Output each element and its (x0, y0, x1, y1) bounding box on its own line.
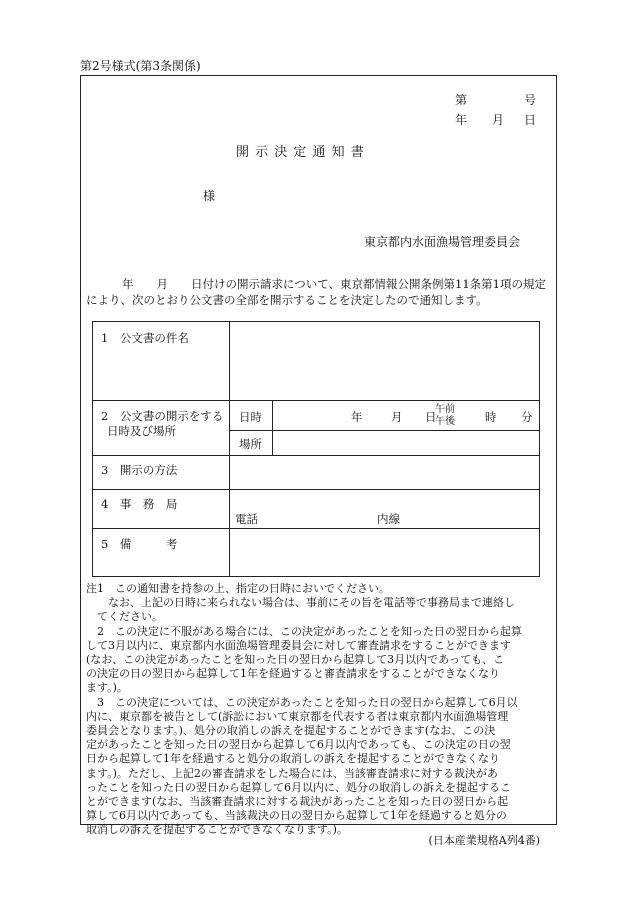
note-line: なお、上記の日時に来られない場合は、事前にその旨を電話等で事務局まで連絡し (86, 596, 515, 610)
datetime-place-divider (229, 430, 539, 431)
datetime-month: 月 (391, 410, 403, 424)
row-divider (93, 400, 539, 401)
body-line-2: により、次のとおり公文書の全部を開示することを決定したので通知します。 (86, 293, 488, 307)
row-label-datetime-place-b: 日時及び場所 (107, 424, 176, 438)
note-line: ったことを知った日の翌日から起算して6月以内に、処分の取消しの訴えを提起するこ (86, 780, 511, 794)
note-line: とができます(なお、当該審査請求に対する裁決があったことを知った日の翌日から起 (86, 795, 509, 809)
body-line-1: 年 月 日付けの開示請求について、東京都情報公開条例第11条第1項の規定 (122, 277, 546, 291)
datetime-hour: 時 (485, 410, 497, 424)
note-line: ます。)。 (86, 681, 128, 695)
date-month: 月 (492, 113, 505, 127)
note-line: てください。 (86, 610, 163, 624)
row-label-datetime-place-a: 2 公文書の開示をする (101, 409, 224, 423)
datetime-year: 年 (351, 410, 363, 424)
subcolumn-divider (272, 400, 273, 455)
date-day: 日 (524, 113, 537, 127)
note-line: 2 この決定に不服がある場合には、この決定があったことを知った日の翌日から起算 (86, 624, 522, 638)
number-suffix: 号 (524, 93, 537, 107)
note-line: 注1 この通知書を持参の上、指定の日時においでください。 (86, 582, 390, 595)
note-line: 委員会となります。)、処分の取消しの訴えを提起することができます(なお、この決 (86, 724, 496, 738)
datetime-pm: 午後 (435, 416, 455, 427)
notes-section (86, 582, 552, 838)
note-line: 算して6月以内であっても、当該裁決の日の翌日から起算して1年を経過すると処分の (86, 809, 507, 823)
note-line: ます。)。ただし、上記2の審査請求をした場合には、当該審査請求に対する裁決があ (86, 766, 498, 780)
paper-size-note: (日本産業規格A列4番) (428, 834, 540, 847)
note-line: 3 この決定については、この決定があったことを知った日の翌日から起算して6月以 (86, 695, 518, 709)
row-label-office: 4 事 務 局 (101, 497, 178, 511)
datetime-day: 日 (425, 410, 437, 424)
addressee-suffix: 様 (203, 189, 216, 203)
datetime-am: 午前 (435, 404, 455, 415)
row-label-remarks: 5 備 考 (101, 537, 178, 551)
document-title: 開 示 決 定 通 知 書 (236, 145, 365, 160)
note-line: 日から起算して1年を経過すると処分の取消しの訴えを提起することができなくなり (86, 752, 500, 766)
datetime-minute: 分 (521, 410, 533, 424)
number-prefix: 第 (455, 93, 468, 107)
note-line: (なお、この決定があったことを知った日の翌日から起算して3月以内であっても、こ (86, 653, 505, 667)
issuer-name: 東京都内水面漁場管理委員会 (364, 235, 521, 249)
row-label-method: 3 開示の方法 (101, 463, 178, 477)
note-line: して3月以内に、東京都内水面漁場管理委員会に対して審査請求をすることができます (86, 638, 511, 652)
note-line: 取消しの訴えを提起することができなくなります。)。 (86, 823, 348, 837)
datetime-label: 日時 (239, 410, 262, 424)
row-label-document-name: 1 公文書の件名 (101, 331, 189, 345)
row-divider (93, 489, 539, 490)
form-number-label: 第2号様式(第3条関係) (80, 59, 201, 73)
place-label: 場所 (239, 437, 262, 451)
note-line: の決定の日の翌日から起算して1年を経過すると審査請求をすることができなくなり (86, 667, 500, 681)
note-line: 内に、東京都を被告として(訴訟において東京都を代表する者は東京都内水面漁場管理 (86, 709, 509, 723)
row-divider (93, 455, 539, 456)
column-divider (229, 322, 230, 576)
row-divider (93, 528, 539, 529)
note-line: 定があったことを知った日の翌日から起算して6月以内であっても、この決定の日の翌 (86, 738, 511, 752)
date-year: 年 (455, 113, 468, 127)
extension-label: 内線 (377, 512, 400, 526)
phone-label: 電話 (235, 512, 258, 526)
disclosure-table (92, 321, 540, 577)
